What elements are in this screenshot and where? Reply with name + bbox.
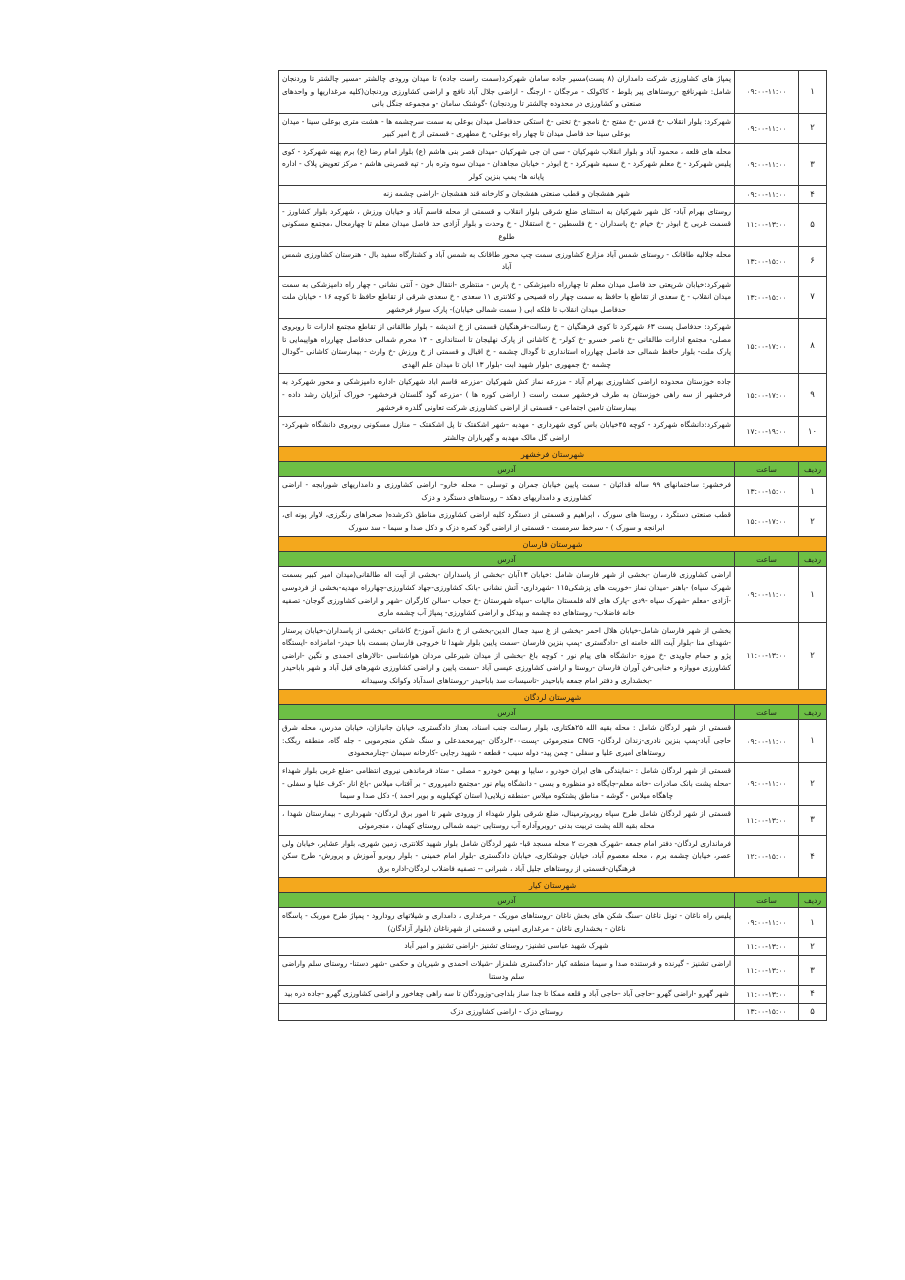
table-row — [279, 622, 827, 690]
column-header-row — [279, 893, 827, 908]
column-header-index: ردیف — [799, 552, 827, 567]
outage-schedule-table-wrapper — [279, 70, 827, 1021]
row-outage-time: ۰۹:۰۰-۱۱:۰۰ — [735, 567, 799, 622]
row-index: ۹ — [799, 374, 827, 417]
row-outage-time: ۰۹:۰۰-۱۱:۰۰ — [735, 762, 799, 805]
table-row — [279, 507, 827, 537]
table-row — [279, 1003, 827, 1021]
row-outage-time: ۰۹:۰۰-۱۱:۰۰ — [735, 186, 799, 204]
table-row — [279, 567, 827, 622]
row-index: ۱ — [799, 908, 827, 938]
table-row — [279, 186, 827, 204]
row-address: قطب صنعتی دستگرد ، روستا های سورک ، ابراهیم و قسمتی از دستگرد کلبه اراضی کشاورزی مناطق ذکرشده( صحراهای رنگرزی، لاوار پونه ای، ابرانجه و سورک ) - سرخط سرمست - قسمتی از اراضی گود کمره دزک و دکل صدا و سیما - سد سورک — [279, 507, 735, 537]
county-header-row — [279, 537, 827, 552]
table-row — [279, 955, 827, 985]
row-address: قسمتی از شهر لردگان شامل طرح سپاه روبروترمینال، ضلع شرقی بلوار شهداء از ورودی شهر تا امور برق لردگان- شهرداری - بیمارستان شهدا ، محله بقیه الله پشت تربیت بدنی -روبروآداره آب روستایی -نیمه شمالی روستای کهمان ، منجرموئی — [279, 805, 735, 835]
column-header-time: ساعت — [735, 705, 799, 720]
outage-schedule-table — [278, 70, 827, 1021]
county-header-row — [279, 690, 827, 705]
column-header-row — [279, 462, 827, 477]
column-header-index: ردیف — [799, 705, 827, 720]
row-outage-time: ۱۳:۰۰-۱۵:۰۰ — [735, 1003, 799, 1021]
row-index: ۱ — [799, 477, 827, 507]
row-address: فرمانداری لردگان- دفتر امام جمعه -شهرک هجرت ۲ محله مسجد قبا- شهر لردگان شامل بلوار شهید کلانتری، زمین شهری، بلوار عشایر، خیابان ولی عصر، خیابان چشمه برم ، محله معصوم آباد، خیابان جوشکاری، خیابان دادگستری -بلوار امام خمینی - بلوار روبرو آموزش و پرورش- طرح سکن فرهنگیان-قسمتی از روستاهای جلیل آباد ، شبرانی -- تصفیه فاضلاب لردگان-اداره برق — [279, 835, 735, 878]
row-index: ۳ — [799, 805, 827, 835]
column-header-time: ساعت — [735, 893, 799, 908]
row-address: اراضی تشنیز - گیرنده و فرستنده صدا و سیما منطقه کیار -دادگستری شلمزار -شیلات احمدی و شیریان و حکمی -شهر دستنا- روستای سلم واراضی سلم ودستنا — [279, 955, 735, 985]
row-address: قسمتی از شهر لردگان شامل : -نمایندگی های ایران خودرو ، سایپا و بهمن خودرو - مصلی - ستاد فرماندهی نیروی انتظامی -ضلع غربی بلوار شهداء -محله پشت بانک صادرات -خانه معلم-جایگاه دو منظوره و بسی - دانشگاه پیام نور -مجتمع دامپروری - بر آفتاب میلاس -باغ انار -کرف علیا و سفلی - چاهگاه میلاس - گوشه - مناطق پشتکوه میلاس -منطقه زیلایی( استان کهکیلویه و بویر احمد )- دکل صدا و سیما — [279, 762, 735, 805]
table-row — [279, 203, 827, 246]
row-index: ۳ — [799, 955, 827, 985]
column-header-time: ساعت — [735, 552, 799, 567]
column-header-row — [279, 552, 827, 567]
row-index: ۵ — [799, 1003, 827, 1021]
row-outage-time: ۱۱:۰۰-۱۳:۰۰ — [735, 955, 799, 985]
row-outage-time: ۱۱:۰۰-۱۳:۰۰ — [735, 203, 799, 246]
row-address: شهر هفشجان و قطب صنعتی هفشجان و کارخانه قند هفشجان -اراضی چشمه زنه — [279, 186, 735, 204]
table-row — [279, 374, 827, 417]
table-row — [279, 143, 827, 186]
table-row — [279, 319, 827, 374]
row-index: ۱ — [799, 71, 827, 114]
row-address: شهرکرد: حدفاصل پست ۶۳ شهرکرد تا کوی فرهنگیان – خ رسالت-فرهنگیان قسمتی از خ اندیشه - بلوار طالقانی از تقاطع مجتمع ادارات تا روبروی مصلی- مجتمع ادارات طالقانی -خ ناصر خسرو -خ کولر- خ کاشانی از پارک نهلیجان تا استانداری - ۱۴ محرم شمالی حدفاصل چهارراه هواپیمایی تا پارک ملت- بلوار حافظ شمالی حد فاصل چهارراه استانداری تا گودال چشمه - خ اقبال و قسمتی از خ ورزش -خ وارث - بیمارستان کاشانی –گودال چشمه -خ جمهوری -بلوار شهید ابت -بلوار ۱۳ ابان تا میدان علم الهدی — [279, 319, 735, 374]
county-name: شهرستان کیار — [279, 878, 827, 893]
table-row — [279, 986, 827, 1004]
row-outage-time: ۱۱:۰۰-۱۳:۰۰ — [735, 938, 799, 956]
row-address: روستای بهرام آباد- کل شهر شهرکیان به استثنای ضلع شرقی بلوار انقلاب و قسمتی از محله قاسم آباد و خیابان ورزش ، شهرکرد بلوار کشاورز - قسمت غربی خ ابوذر -خ خیام -خ پاسداران - خ فلسطین - خ استقلال - خ وحدت و بلوار آزادی حد فاصل میدان معلم تا چهارمحال ،مجتمع مسکونی طلوع — [279, 203, 735, 246]
table-row — [279, 417, 827, 447]
county-header-row — [279, 878, 827, 893]
row-address: پلیس راه ناغان - تونل ناغان -سنگ شکن های بخش ناغان -روستاهای موربک - مرغداری ، دامداری و شیلاتهای رودارود - پمپاژ طرح موربک - پاسگاه ناغان - بخشداری ناغان - مرغداری امینی و قسمتی از شهرناغان (بلوار آزادگان) — [279, 908, 735, 938]
column-header-address: آدرس — [279, 462, 735, 477]
table-row — [279, 276, 827, 319]
row-outage-time: ۰۹:۰۰-۱۱:۰۰ — [735, 908, 799, 938]
table-row — [279, 762, 827, 805]
row-outage-time: ۰۹:۰۰-۱۱:۰۰ — [735, 71, 799, 114]
row-outage-time: ۱۱:۰۰-۱۳:۰۰ — [735, 986, 799, 1004]
table-row — [279, 720, 827, 763]
row-index: ۸ — [799, 319, 827, 374]
county-header-row — [279, 447, 827, 462]
row-index: ۳ — [799, 143, 827, 186]
row-address: محله های قلعه ، محمود آباد و بلوار انقلاب شهرکیان - سی ان جی شهرکیان -میدان قصر بنی هاشم (ع) بلوار امام رضا (ع) برم پهنه شهرکرد - کوی پلیس شهرکرد - خ معلم شهرکرد - خ سمیه شهرکرد - خ ابوذر - خیابان مجاهدان - میدان سوه وتره بار - تپه قصربنی هاشم - مرکز تعویض پلاک - اداره پایانه ها- پمپ بنزین کولر — [279, 143, 735, 186]
row-address: جاده خوزستان محدوده اراضی کشاورزی بهرام آباد - مزرعه نماز کش شهرکیان -مزرعه قاسم اباد شهرکیان -اداره دامپزشکی و محور شهرکرد به فرخشهر از سه راهی خوزستان به طرف فرخشهر سمت راست ( اراضی کوره ها ) -مزرعه گود گلستان فرخشهر- خوراک آبزایان رشد داده - بیمارستان تامین اجتماعی - قسمتی از اراضی کشاورزی شرکت تعاونی گلدره فرخشهر — [279, 374, 735, 417]
row-index: ۵ — [799, 203, 827, 246]
row-address: شهرکرد:خیابان شریعتی حد فاصل میدان معلم تا چهارراه دامپزشکی - خ پارس - منتظری -انتقال خون - آنتی نشانی - چهار راه دامپزشکی به سمت میدان انقلاب - خ سعدی از تقاطع با حافظ به سمت چهار راه قصیحی و کلانتری ۱۱ سعدی - خ سعدی شرقی از تقاطع حافظ تا کوچه ۱۶ - خیابان ملت حدفاصل میدان انقلاب تا فلکه ابی ( سمت شمالی خیابان)- پارک سوار فرخشهر — [279, 276, 735, 319]
row-index: ۲ — [799, 938, 827, 956]
row-address: اراضی کشاورزی فارسان -بخشی از شهر فارسان شامل :خیابان ۱۳آبان -بخشی از پاسداران -بخشی از آیت اله طالقانی(میدان امیر کبیر بسمت شهرک سپاه) -باهنر -میدان نماز -خوربت های پزشکی۱۱۵ -شهرداری- آتش نشانی -بانک کشاورزی-جهاد کشاورزی-چهارراه مهدیه-بخشی از فردوسی -آزادی -معلم -شهرک سپاه -۹دی -پارک های لاله فلمستان مالیات -سپاه شهرستان -خ حجاب -سالن کارگران -شهر و اراضی کشاورزی گوجان- تصفیه خانه فاضلاب- روستاهای ده چشمه و بیدکل و اراضی کشاورزی- پمپاژ آب چشمه ماری — [279, 567, 735, 622]
column-header-address: آدرس — [279, 705, 735, 720]
row-outage-time: ۱۳:۰۰-۱۵:۰۰ — [735, 246, 799, 276]
table-row — [279, 938, 827, 956]
row-index: ۶ — [799, 246, 827, 276]
row-address: محله جلالیه طاقانک - روستای شمس آباد مزارع کشاورزی سمت چپ محور طاقانک به شمس آباد و کشتارگاه سفید بال - هنرستان کشاورزی شمس آباد — [279, 246, 735, 276]
row-index: ۴ — [799, 986, 827, 1004]
row-address: شهر گهرو -اراضی گهرو -حاجی آباد -حاجی آباد و قلعه ممکا تا جدا ساز بلداجی-وزوردگان تا سه راهی چغاخور و اراضی کشاورزی گهرو -جاده دره بید — [279, 986, 735, 1004]
row-index: ۲ — [799, 762, 827, 805]
row-index: ۷ — [799, 276, 827, 319]
row-outage-time: ۱۵:۰۰-۱۷:۰۰ — [735, 507, 799, 537]
row-index: ۱۰ — [799, 417, 827, 447]
column-header-index: ردیف — [799, 462, 827, 477]
county-name: شهرستان لردگان — [279, 690, 827, 705]
column-header-row — [279, 705, 827, 720]
row-index: ۲ — [799, 622, 827, 690]
row-index: ۴ — [799, 186, 827, 204]
row-outage-time: ۱۱:۰۰-۱۳:۰۰ — [735, 805, 799, 835]
row-outage-time: ۱۵:۰۰-۱۷:۰۰ — [735, 319, 799, 374]
row-index: ۲ — [799, 507, 827, 537]
table-row — [279, 805, 827, 835]
county-name: شهرستان فارسان — [279, 537, 827, 552]
column-header-address: آدرس — [279, 552, 735, 567]
table-row — [279, 477, 827, 507]
table-row — [279, 908, 827, 938]
table-row — [279, 71, 827, 114]
row-outage-time: ۱۳:۰۰-۱۵:۰۰ — [735, 276, 799, 319]
row-index: ۴ — [799, 835, 827, 878]
row-outage-time: ۰۹:۰۰-۱۱:۰۰ — [735, 143, 799, 186]
table-row — [279, 246, 827, 276]
row-address: شهرک شهید عباسی تشنیز- روستای تشنیز -اراضی تشنیز و امیر آباد — [279, 938, 735, 956]
row-address: روستای دزک - اراضی کشاورزی دزک — [279, 1003, 735, 1021]
row-address: شهرکرد: بلوار انقلاب -خ قدس -خ مفتح -خ نامجو -خ تختی -خ استکی حدفاصل میدان بوعلی به سمت سرچشمه ها - هشت متری بوعلی سینا - میدان بوعلی سینا حد فاصل میدان تا چهار راه بوعلی- خ مطهری - قسمتی از خ امیر کبیر — [279, 113, 735, 143]
table-row — [279, 835, 827, 878]
table-body — [279, 71, 827, 1021]
row-address: فرخشهر: ساختمانهای ۹۹ ساله قدائیان - سمت پایین خیابان جمران و توسلی – محله خارو– اراضی کشاورزی و دامداریهای شورابجه - اراضی کشاورزی و دامداریهای دهکد – روستاهای دستگرد و دزک — [279, 477, 735, 507]
row-index: ۱ — [799, 567, 827, 622]
column-header-address: آدرس — [279, 893, 735, 908]
row-address: قسمتی از شهر لردگان شامل : محله بقیه الله ۲۵هکتاری، بلوار رسالت جنب اسناد، بعداز دادگستری، خیابان جانبازان، خیابان مدرس، محله شرق حاجی آباد-پمپ بنزین نادری-زندان لردگان- CNG منجرموئی -پست۴۰۰لردگان -پیرمحمدعلی و سنگ شکن منجرموبی - جله گاه، منطقه ربگک: روستاهای امیری علیا و سفلی - چمن پید- دوله سیب - قطعه - شهید رجایی -کارخانه سیمان -چنارمحمودی — [279, 720, 735, 763]
row-outage-time: ۰۹:۰۰-۱۱:۰۰ — [735, 720, 799, 763]
row-outage-time: ۱۳:۰۰-۱۵:۰۰ — [735, 477, 799, 507]
row-outage-time: ۱۷:۰۰-۱۹:۰۰ — [735, 417, 799, 447]
row-outage-time: ۱۱:۰۰-۱۳:۰۰ — [735, 622, 799, 690]
table-row — [279, 113, 827, 143]
row-outage-time: ۰۹:۰۰-۱۱:۰۰ — [735, 113, 799, 143]
column-header-index: ردیف — [799, 893, 827, 908]
column-header-time: ساعت — [735, 462, 799, 477]
row-outage-time: ۱۵:۰۰-۱۷:۰۰ — [735, 374, 799, 417]
row-address: پمپاژ های کشاورزی شرکت دامداران (۸ پست)مسیر جاده سامان شهرکرد(سمت راست جاده) تا میدان ورودی چالشتر -مسیر چالشتر تا وردنجان شامل: شهرنافچ -روستاهای پیر بلوط - کاکولک - مرجگان - ارجنگ - اراضی جلال آباد نافچ و اراضی کشاورزی وردنجان(کلیه مرغداریها و واحدهای صنعتی و کشاورزی در محدوده چالشتر تا وردنجان) -گوشتک سامان -و مجموعه جنگل بانی — [279, 71, 735, 114]
row-address: شهرکرد:دانشگاه شهرکرد - کوچه ۴۵خیابان باس کوی شهرداری - مهدبه –شهر اشکفتک تا پل اشکفتک – منازل مسکونی روبروی دانشگاه شهرکرد-اراضی گل مالک مهدبه و گهرباران چالشتر — [279, 417, 735, 447]
row-outage-time: ۱۲:۰۰-۱۵:۰۰ — [735, 835, 799, 878]
county-name: شهرستان فرخشهر — [279, 447, 827, 462]
row-index: ۱ — [799, 720, 827, 763]
row-address: بخشی از شهر فارسان شامل-خیابان هلال احمر -بخشی از غ سید جمال الدین-بخشی از خ دانش آموز-خ کاشانی -بخشی از پاسداران-خیابان پرستار -شهدای منا -بلوار آیت الله خامنه ای -دادگستری -پمپ بنزین فارسان -سمت پایین بلوار شهدا تا خروجی فارسان بسمت بابا حیدر- امامزاده -ایستگاه پژو و حمام جاویدی -خ موزه -دانشگاه های پیام نور - کوچه باغ -بخشی از میدان شیرعلی مردان هواشناسی -تالارهای احمدی و نگین -اراضی کشاورزی مووازه و خنابی-فن آوران فارسان -روستا و اراضی کشاورزی عیسی آباد -سمت پایین و اراضی کشاورزی شهرهای قبل آباد و شهر باباحیدر -بخشداری و دفتر امام جمعه باباحیدر -تاسیسات سد باباحیدر -روستاهای اسدآباد وکوانک وسیبدانه — [279, 622, 735, 690]
row-index: ۲ — [799, 113, 827, 143]
